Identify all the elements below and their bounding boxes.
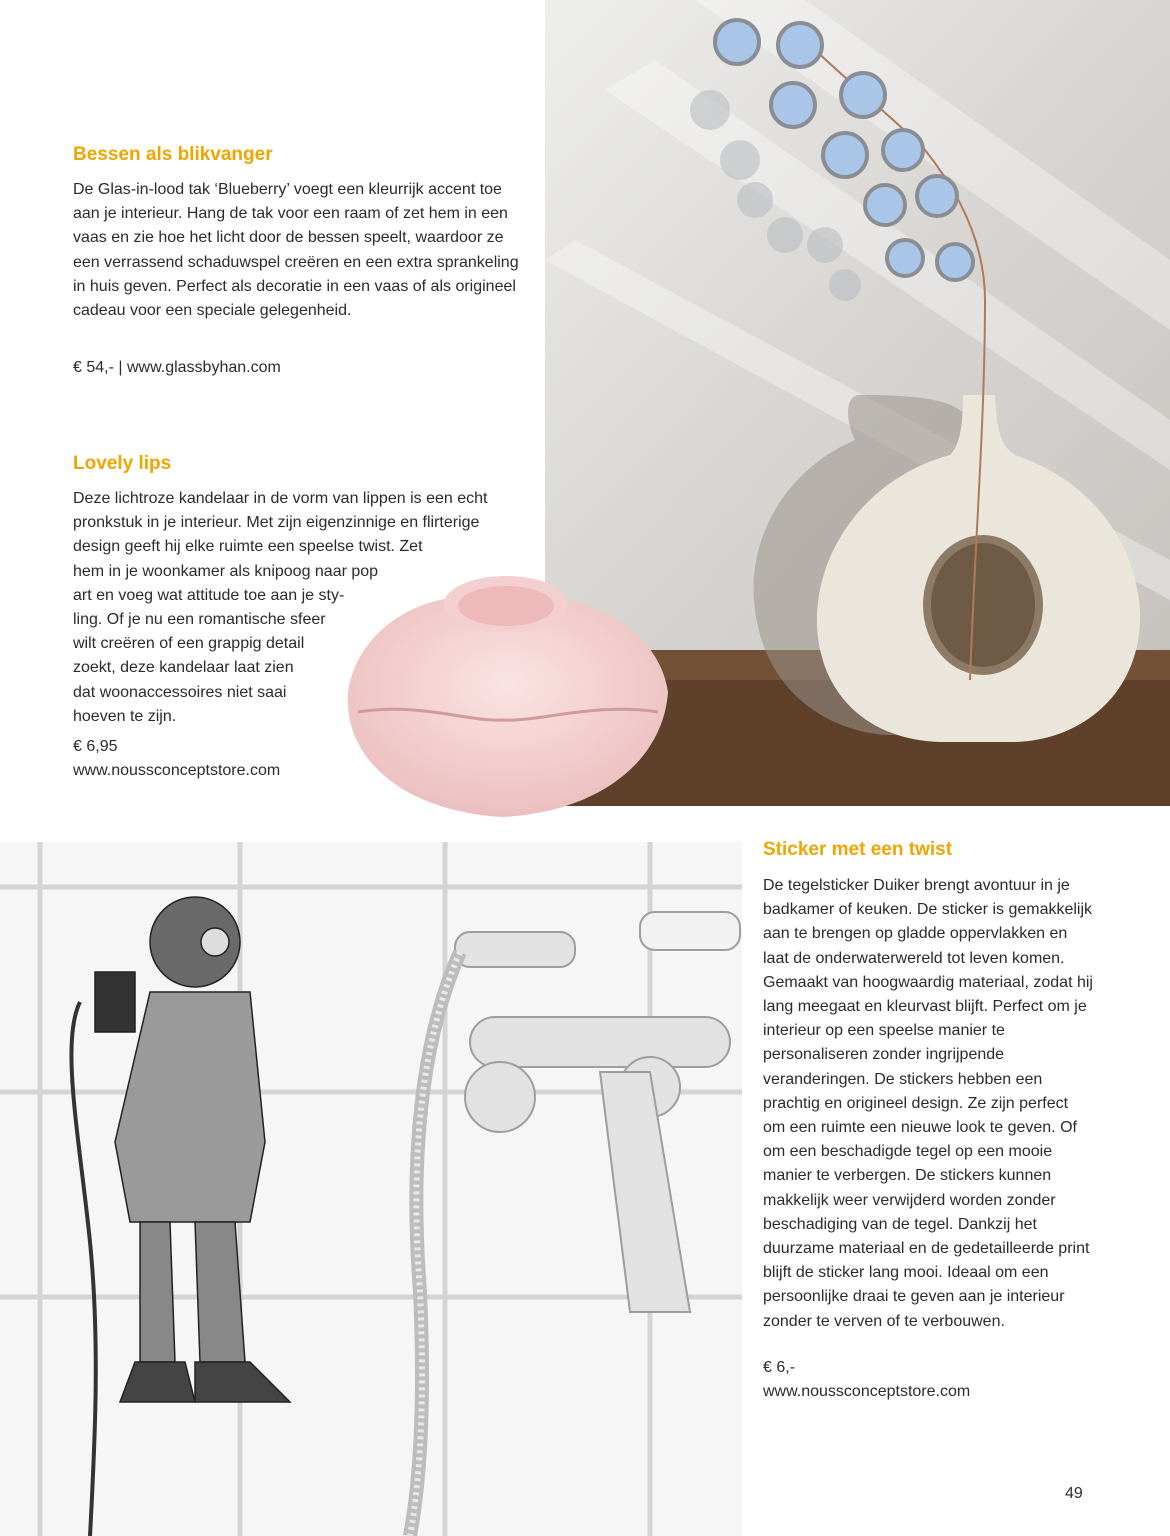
body-line: pronkstuk in je interieur. Met zijn eigenzinnige en flirterige xyxy=(73,514,480,532)
body-line: design geeft hij elke ruimte een speelse twist. Zet xyxy=(73,538,423,556)
article-price-lips: € 6,95 xyxy=(73,738,118,755)
body-line: zoekt, deze kandelaar laat zien xyxy=(73,659,294,677)
diver-tile-photo xyxy=(0,842,742,1536)
body-line: ling. Of je nu een romantische sfeer xyxy=(73,611,326,629)
article-body-lips xyxy=(73,487,533,729)
article-title-sticker: Sticker met een twist xyxy=(763,839,953,860)
body-line: hem in je woonkamer als knipoog naar pop xyxy=(73,562,379,580)
body-line: hoeven te zijn. xyxy=(73,707,177,725)
article-url-sticker: www.noussconceptstore.com xyxy=(763,1383,971,1400)
article-title-lips: Lovely lips xyxy=(73,453,172,474)
article-price-bessen: € 54,- | www.glassbyhan.com xyxy=(73,359,281,376)
article-url-lips: www.noussconceptstore.com xyxy=(73,762,281,779)
body-line: art en voeg wat attitude toe aan je sty- xyxy=(73,586,345,604)
body-line: Deze lichtroze kandelaar in de vorm van lippen is een echt xyxy=(73,490,488,507)
body-line: dat woonaccessoires niet saai xyxy=(73,683,287,701)
article-body-bessen: De Glas-in-lood tak ‘Blueberry’ voegt een kleurrijk accent toe aan je interieur. Hang de tak voor een raam of zet hem in een vaas en zie hoe het licht door de bessen speelt, waardoor ze een verrassend schaduwspel creëren en een extra sprankeling in huis geven. Perfect als decoratie in een vaas of als origineel cadeau voor een speciale gelegenheid. xyxy=(73,181,519,320)
article-price-sticker: € 6,- xyxy=(763,1359,796,1376)
body-line: wilt creëren of een grappig detail xyxy=(73,635,305,653)
article-body-sticker: De tegelsticker Duiker brengt avontuur in je badkamer of keuken. De sticker is gemakkelijk aan te brengen op gladde oppervlakken en laat de onderwaterwereld tot leven komen. Gemaakt van hoogwaardig materiaal, zodat hij lang meegaat en kleurvast blijft. Perfect om je interieur op een speelse manier te personaliseren zonder ingrijpende veranderingen. De stickers hebben een prachtig en origineel design. Ze zijn perfect om een ruimte een nieuwe look te geven. Of om een beschadigde tegel op een mooie manier te verbergen. De stickers kunnen makkelijk weer verwijderd worden zonder beschadiging van de tegel. Dankzij het duurzame materiaal en de gedetailleerde print blijft de sticker lang mooi. Ideaal om een persoonlijke draai te geven aan je interieur zonder te verven of te verbouwen. xyxy=(763,877,1093,1330)
tile-illustration xyxy=(0,842,742,1536)
article-title-bessen: Bessen als blikvanger xyxy=(73,144,273,165)
page-number: 49 xyxy=(1065,1485,1083,1502)
